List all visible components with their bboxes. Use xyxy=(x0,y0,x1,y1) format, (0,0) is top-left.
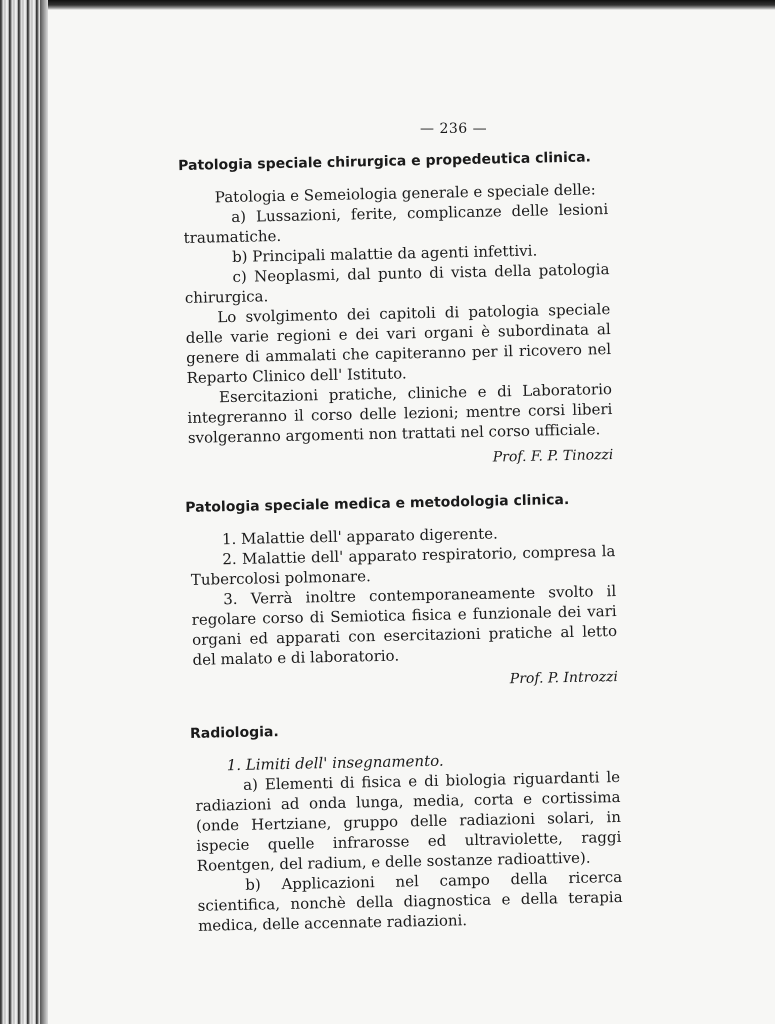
paragraph: b) Applicazioni nel campo della ricerca scientifica, nonchè della diagnostica e della terapia medica, delle accennate radiazioni. xyxy=(197,867,623,935)
section-patologia-chirurgica xyxy=(178,149,614,474)
section-patologia-medica xyxy=(185,491,619,696)
paragraph: a) Lussazioni, ferite, complicanze delle lesioni traumatiche. xyxy=(183,200,609,247)
paragraph: Esercitazioni pratiche, cliniche e di Laboratorio integreranno il corso delle lezioni; mentre corsi liberi svolgeranno argomenti non trattati nel corso ufficiale. xyxy=(187,380,613,447)
section-title: Radiologia. xyxy=(189,724,279,742)
paragraph: Lo svolgimento dei capitoli di patologia speciale delle varie regioni e dei vari organi è subordinata al genere di ammalati che capiteranno per il ricovero nel Reparto Clinico dell' Istituto. xyxy=(185,300,612,387)
signature: Prof. F. P. Tinozzi xyxy=(492,447,614,466)
page-content xyxy=(178,149,623,936)
binding-shadow xyxy=(40,0,48,1024)
paragraph: Patologia e Semeiologia generale e speciale delle: xyxy=(214,180,596,207)
paragraph: c) Neoplasmi, dal punto di vista della patologia chirurgica. xyxy=(184,260,610,307)
page-number: — 236 — xyxy=(420,121,488,137)
section-title: Patologia speciale medica e metodologia clinica. xyxy=(185,491,570,517)
section-title: Patologia speciale chirurgica e propedeutica clinica. xyxy=(178,149,592,175)
paragraph: 1. Malattie dell' apparato digerente. xyxy=(221,524,498,549)
paragraph: a) Elementi di fisica e di biologia riguardanti le radiazioni ad onda lunga, media, corta e cortissima (onde Hertziane, gruppo delle radiazioni solari, in ispecie quelle infrarosse ed ultraviolette, raggi Roentgen, del radium, e delle sostanze radioattive). xyxy=(195,767,622,875)
paragraph: 3. Verrà inoltre contemporaneamente svolto il regolare corso di Semiotica fisica e funzionale dei vari organi ed apparati con esercitazioni pratiche al letto del malato e di laboratorio. xyxy=(191,582,618,669)
subheading: 1. Limiti dell' insegnamento. xyxy=(226,751,444,775)
paragraph: 2. Malattie dell' apparato respiratorio, compresa la Tubercolosi polmonare. xyxy=(190,542,616,589)
section-radiologia xyxy=(189,717,623,936)
paragraph: b) Principali malattie da agenti infettivi. xyxy=(231,241,538,266)
signature: Prof. P. Introzzi xyxy=(509,668,619,688)
